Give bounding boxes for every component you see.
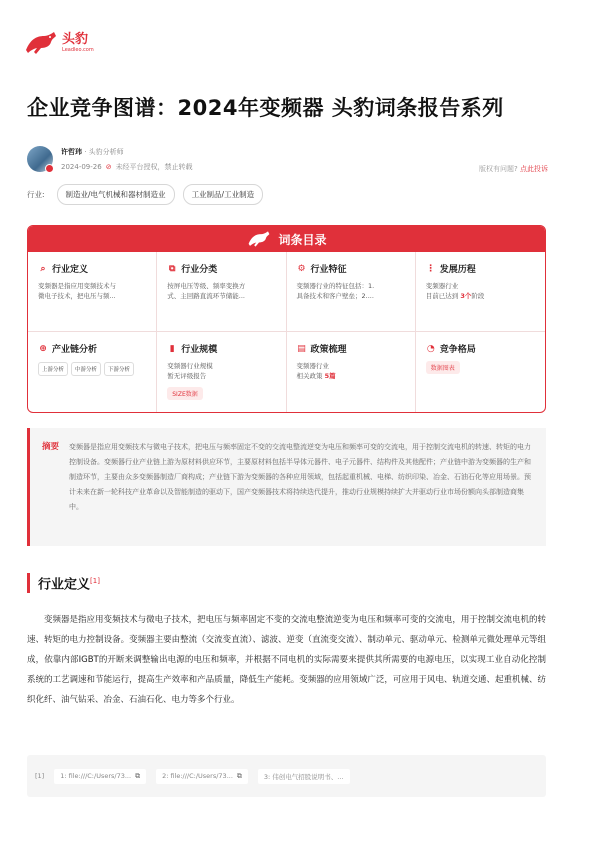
catalog-item-desc: 式、主回路直流环节储能... (167, 292, 245, 300)
catalog-item-desc: 变频器行业规模 (167, 362, 213, 370)
catalog-title: 词条目录 (278, 232, 327, 247)
catalog-item-desc: 暂无评级报告 (167, 372, 207, 380)
chart-data-pill[interactable]: 数据图表 (426, 361, 460, 374)
copy-icon[interactable]: ⧉ (135, 771, 141, 780)
reference-item[interactable] (54, 769, 146, 784)
reference-number: [1] (35, 772, 45, 780)
brand-domain: Leadleo.com (62, 47, 94, 53)
catalog-item-title: 行业特征 (310, 265, 347, 275)
avatar[interactable] (27, 146, 53, 172)
chip-midstream[interactable]: 中游分析 (71, 362, 101, 376)
document-icon: ▤ (297, 343, 306, 354)
catalog-item-desc: 相关政策 (296, 372, 325, 380)
reference-item-text: 3: 伟创电气招股说明书、... (263, 772, 344, 781)
industry-label: 行业: (27, 190, 45, 199)
catalog-item-desc: 变频器是指应用变频技术与 (38, 282, 116, 290)
size-data-pill[interactable]: SIZE数据 (167, 387, 202, 400)
hierarchy-icon: ⧉ (169, 263, 176, 274)
reference-item[interactable] (258, 769, 350, 784)
brand-logo[interactable] (24, 30, 94, 56)
pie-chart-icon: ◔ (426, 343, 435, 354)
catalog-item-desc: 变频器行业 (425, 282, 459, 290)
prohibited-icon: ⊘ (105, 162, 112, 171)
catalog-item-definition[interactable] (28, 252, 157, 332)
section-title (27, 573, 100, 593)
catalog-item-competition[interactable] (416, 332, 545, 412)
summary-label: 摘要 (42, 442, 60, 452)
industry-row (27, 184, 263, 205)
brand-name: 头豹 (62, 32, 89, 47)
complain-link[interactable]: 点此投诉 (520, 165, 548, 173)
author-block (27, 146, 193, 172)
reference-item-text: 2: file:///C:/Users/73... (162, 772, 233, 780)
leopard-logo-icon (246, 230, 272, 248)
catalog-item-chain[interactable] (28, 332, 157, 412)
summary-text: 变频器是指应用变频技术与微电子技术，把电压与频率固定不变的交流电整流逆变为电压和频率可变的交流电，用于控制交流电机的转速、转矩的电力控制设备。变频器行业产业链上游为原材料供应环节，主要原材料包括半导体元器件、电子元器件、结构件及其他配件；产业链中游为变频器的生产和制造环节，主要由众多变频器制造厂商构成；产业链下游为变频器的各种应用领域，包括起重机械、电梯、纺织印染、冶金、石油石化等应用场景。预计未来在新一轮科技产业革命以及智能制造的驱动下，国产变频器技术将持续迭代提升，推动行业规模持续扩大并驱动行业市场份额向头部制造商集中。 (69, 443, 532, 511)
catalog-item-desc: 按屏电压等级、频率变换方 (167, 282, 246, 290)
reference-bar (27, 755, 546, 797)
reference-marker[interactable]: [1] (90, 577, 100, 585)
catalog-item-title: 产业链分析 (52, 345, 98, 355)
catalog-item-title: 发展历程 (439, 265, 476, 275)
gear-icon: ⚙ (297, 263, 306, 274)
section-title-text: 行业定义 (38, 577, 91, 593)
chain-icon: ⊕ (39, 343, 47, 354)
author-name[interactable]: 许哲玮 (61, 147, 82, 156)
catalog-item-desc: 微电子技术，把电压与频... (38, 292, 116, 300)
author-role: · 头豹分析师 (84, 147, 124, 156)
catalog-item-desc: 变频器行业的特征包括：1. (296, 282, 375, 290)
catalog-item-title: 行业定义 (52, 265, 89, 275)
repost-notice: 未经平台授权，禁止转载 (115, 162, 193, 171)
reference-item[interactable] (156, 769, 248, 784)
copyright-question: 版权有问题? (479, 165, 518, 173)
section-body: 变频器是指应用变频技术与微电子技术，把电压与频率固定不变的交流电整流逆变为电压和频率可变的交流电，用于控制交流电机的转速、转矩的电力控制设备。变频器主要由整流（交流变直流）、滤波、逆变（直流变交流）、制动单元、驱动单元、检测单元微处理单元等组成，依靠内部IGBT的开断来调整输出电源的电压和频率，并根据不同电机的实际需要来提供其所需要的电源电压，以实现工业自动化控制系统的工艺调速和节能运行，提高生产效率和产品质量，降低生产能耗。变频器的应用领域广泛，可应用于风电、轨道交通、起重机械、纺织化纤、油气钻采、冶金、石油石化、电力等多个行业。 (27, 615, 546, 705)
chip-upstream[interactable]: 上游分析 (38, 362, 68, 376)
catalog-panel (27, 225, 546, 413)
stage-count: 3个 (460, 292, 472, 300)
catalog-grid (28, 252, 545, 412)
chip-downstream[interactable]: 下游分析 (104, 362, 134, 376)
catalog-item-title: 政策梳理 (310, 345, 347, 355)
catalog-item-features[interactable] (287, 252, 416, 332)
industry-tag[interactable]: 工业制品/工业制造 (183, 184, 264, 205)
catalog-item-classification[interactable] (157, 252, 286, 332)
page-title: 企业竞争图谱：2024年变频器 头豹词条报告系列 (27, 96, 504, 120)
summary-box (27, 428, 546, 546)
reference-item-text: 1: file:///C:/Users/73... (60, 772, 132, 780)
leopard-logo-icon (24, 30, 58, 56)
timeline-icon: ⋮ (426, 263, 436, 274)
copy-icon[interactable]: ⧉ (236, 771, 242, 780)
magnifier-icon: ⌕ (40, 263, 46, 274)
catalog-item-title: 行业规模 (181, 345, 218, 355)
policy-count: 5篇 (324, 372, 336, 380)
catalog-item-title: 行业分类 (181, 265, 218, 275)
bar-chart-icon: ▮ (169, 343, 175, 354)
copyright-notice (479, 164, 548, 174)
catalog-item-title: 竞争格局 (439, 345, 476, 355)
catalog-item-desc: 具备技术和客户壁垒；2.... (296, 292, 374, 300)
catalog-item-policy[interactable] (287, 332, 416, 412)
verified-badge-icon (45, 164, 54, 173)
industry-tag[interactable]: 制造业/电气机械和器材制造业 (57, 184, 175, 205)
catalog-item-scale[interactable] (157, 332, 286, 412)
catalog-item-history[interactable] (416, 252, 545, 332)
publish-date: 2024-09-26 (61, 162, 102, 171)
catalog-item-desc: 变频器行业 (296, 362, 329, 370)
catalog-item-desc: 阶段 (471, 292, 485, 300)
catalog-item-desc: 目前已达到 (425, 292, 461, 300)
catalog-header (28, 226, 545, 252)
